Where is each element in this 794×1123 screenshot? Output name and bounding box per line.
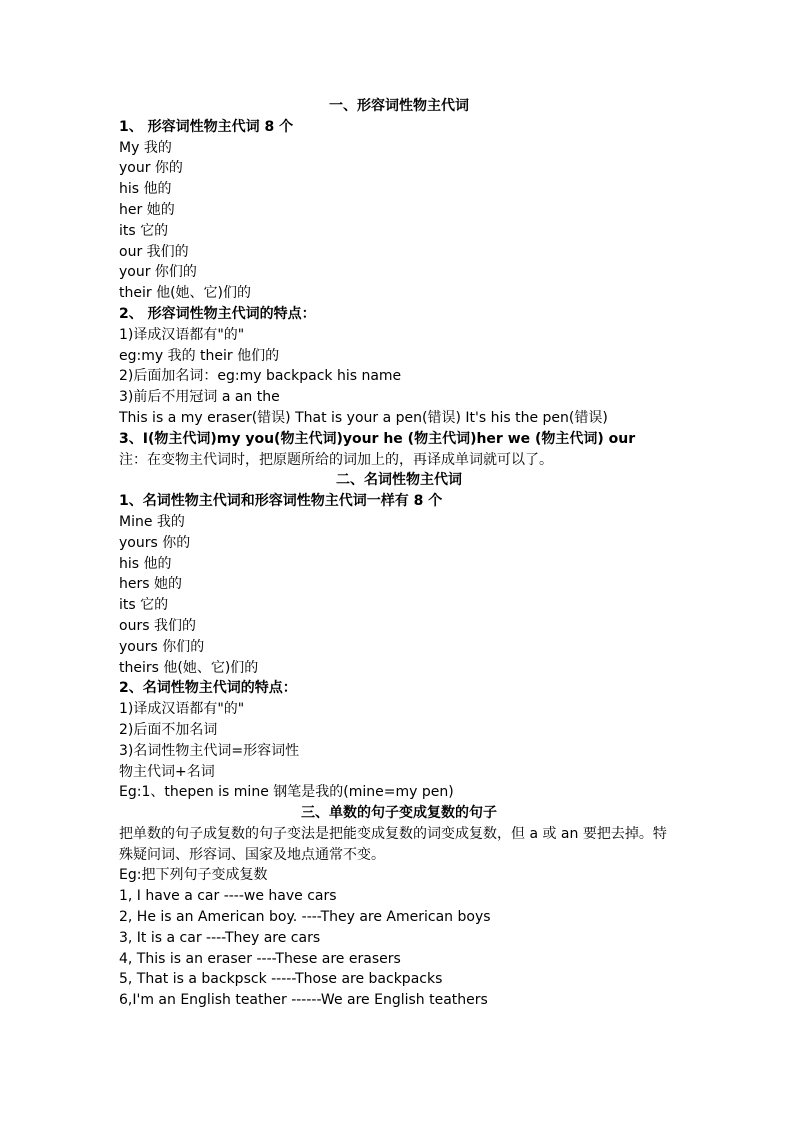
section1-feature-2: 2)后面加名词：eg:my backpack his name [119, 368, 402, 385]
list-item: its 它的 [119, 222, 169, 239]
section2-feature-3-continued: 物主代词+名词 [119, 763, 215, 780]
exercise-item: 2, He is an American boy. ----They are American boys [119, 909, 491, 926]
exercise-item: 4, This is an eraser ----These are erasers [119, 950, 401, 967]
document-page [119, 96, 679, 1011]
section1-errors-line: This is a my eraser(错误) That is your a pen(错误) It's his the pen(错误) [119, 409, 608, 426]
section1-feature-1-example: eg:my 我的 their 他们的 [119, 347, 280, 364]
list-item: their 他(她、它)们的 [119, 285, 251, 302]
list-item: Mine 我的 [119, 513, 185, 530]
section2-feature-3: 3)名词性物主代词=形容词性 [119, 742, 300, 759]
section3-intro: 把单数的句子成复数的句子变法是把能变成复数的词变成复数，但 a 或 an 要把去掉。特殊疑问词、形容词、国家及地点通常不变。 [119, 825, 667, 863]
section2-point2-heading: 2、名词性物主代词的特点： [119, 680, 297, 697]
section1-feature-1: 1)译成汉语都有"的" [119, 326, 245, 343]
list-item: hers 她的 [119, 576, 182, 593]
section1-point1-heading: 1、 形容词性物主代词 8 个 [119, 118, 294, 135]
list-item: his 他的 [119, 181, 172, 198]
list-item: his 他的 [119, 555, 172, 572]
list-item: ours 我们的 [119, 617, 196, 634]
exercise-item: 6,I'm an English teather ------We are English teathers [119, 992, 488, 1009]
section1-feature-3: 3)前后不用冠词 a an the [119, 389, 280, 406]
list-item: your 你的 [119, 160, 183, 177]
section1-point2-heading: 2、 形容词性物主代词的特点： [119, 305, 316, 322]
section2-title: 二、名词性物主代词 [336, 472, 462, 489]
list-item: theirs 他(她、它)们的 [119, 659, 259, 676]
section1-title: 一、形容词性物主代词 [329, 98, 469, 114]
section2-point1-heading: 1、名词性物主代词和形容词性物主代词一样有 8 个 [119, 493, 443, 510]
list-item: yours 你们的 [119, 638, 205, 655]
list-item: her 她的 [119, 201, 175, 218]
list-item: our 我们的 [119, 243, 189, 260]
section3-title: 三、单数的句子变成复数的句子 [301, 805, 497, 822]
list-item: yours 你的 [119, 534, 191, 551]
exercise-item: 5, That is a backpsck -----Those are backpacks [119, 971, 443, 988]
section2-example: Eg:1、thepen is mine 钢笔是我的(mine=my pen) [119, 784, 454, 801]
section1-note: 注：在变物主代词时，把原题所给的词加上的，再译成单词就可以了。 [119, 451, 553, 468]
list-item: its 它的 [119, 597, 169, 614]
exercise-item: 1, I have a car ----we have cars [119, 888, 337, 905]
section1-point3-line: 3、I(物主代词)my you(物主代词)your he (物主代词)her we (物主代词) our [119, 430, 636, 447]
exercise-item: 3, It is a car ----They are cars [119, 929, 321, 946]
section3-exercise-heading: Eg:把下列句子变成复数 [119, 867, 268, 884]
section2-feature-1: 1)译成汉语都有"的" [119, 701, 245, 718]
section2-feature-2: 2)后面不加名词 [119, 721, 218, 738]
list-item: your 你们的 [119, 264, 197, 281]
list-item: My 我的 [119, 139, 172, 156]
